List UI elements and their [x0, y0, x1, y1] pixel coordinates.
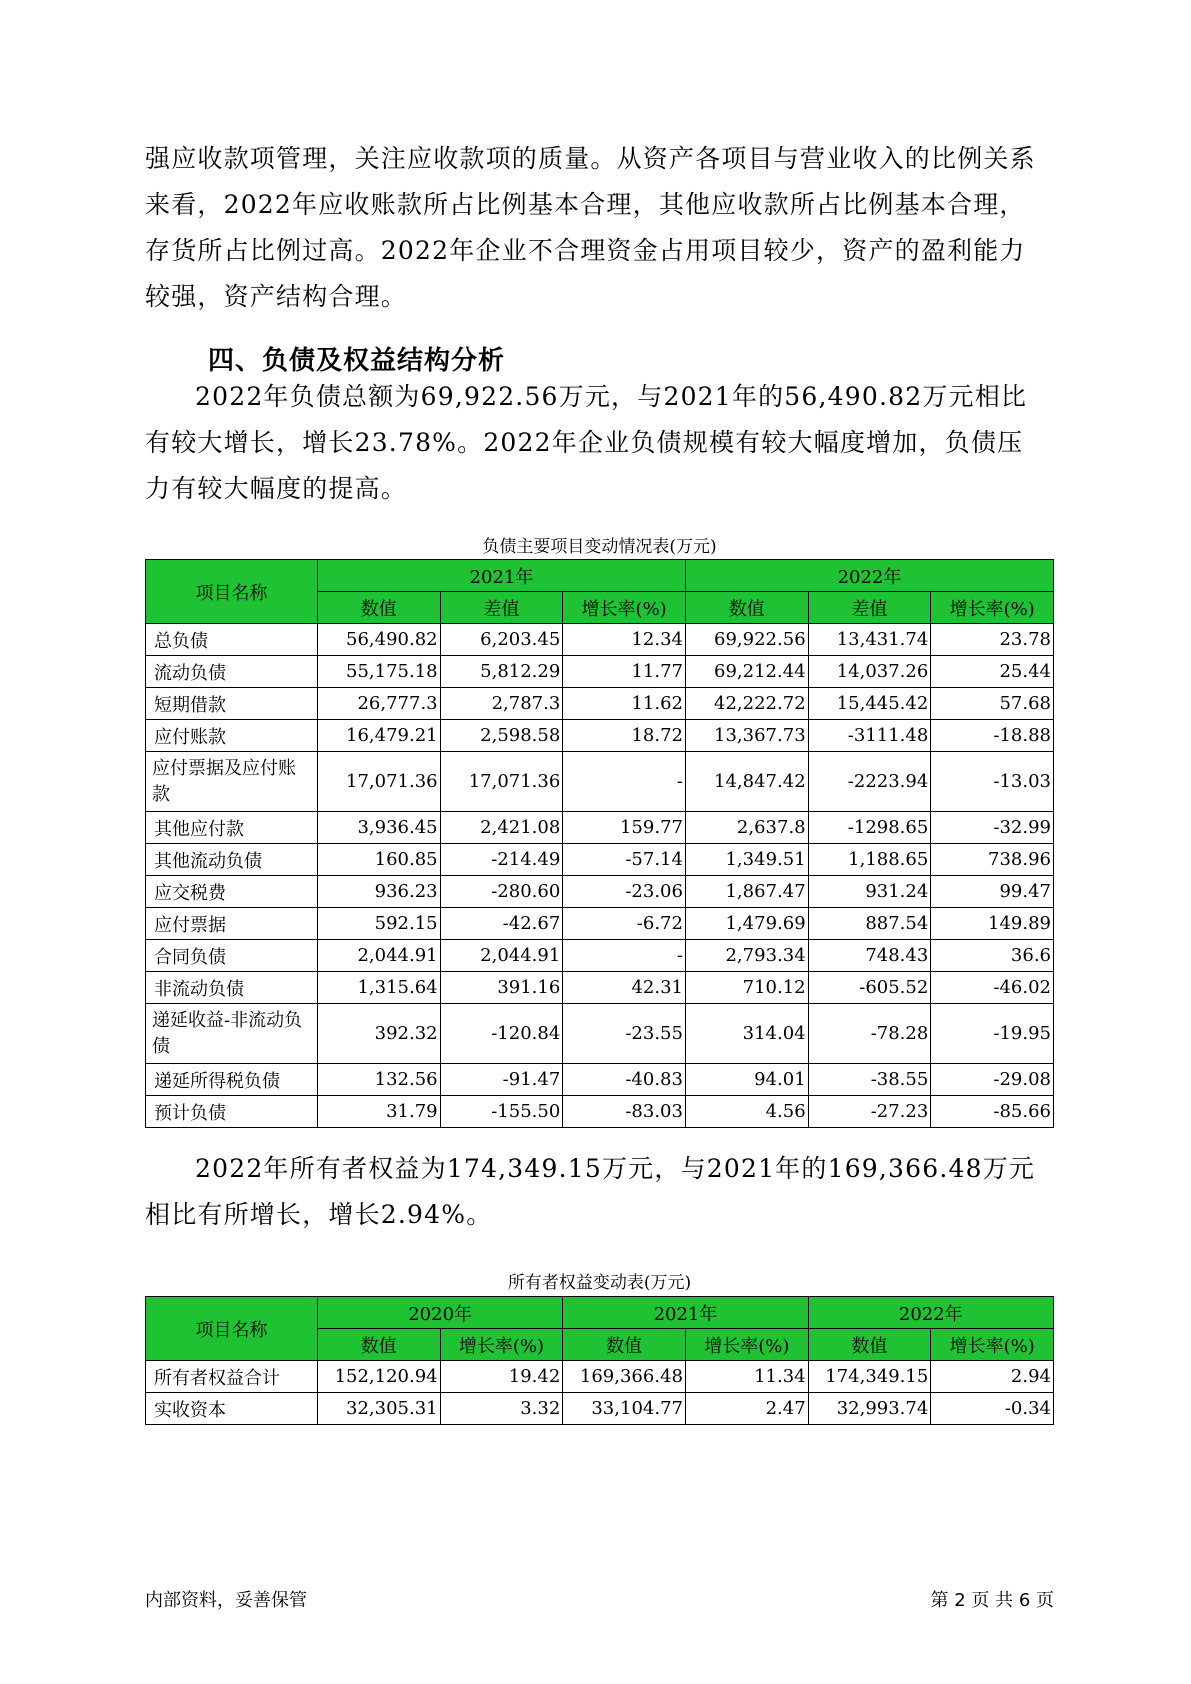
value-cell: 33,104.77 — [563, 1393, 686, 1425]
value-cell: 32,993.74 — [808, 1393, 931, 1425]
value-cell: 14,847.42 — [685, 752, 808, 812]
value-cell: -29.08 — [931, 1064, 1054, 1096]
value-cell: -0.34 — [931, 1393, 1054, 1425]
value-cell: -91.47 — [440, 1064, 563, 1096]
value-cell: - — [563, 940, 686, 972]
liability-table — [145, 559, 1054, 1128]
col-header-sub: 数值 — [808, 1329, 931, 1361]
value-cell: 2,044.91 — [440, 940, 563, 972]
value-cell: 42,222.72 — [685, 688, 808, 720]
value-cell: -1298.65 — [808, 812, 931, 844]
row-name-cell: 应交税费 — [146, 876, 318, 908]
value-cell: 14,037.26 — [808, 656, 931, 688]
value-cell: 55,175.18 — [317, 656, 440, 688]
value-cell: 19.42 — [440, 1361, 563, 1393]
value-cell: 17,071.36 — [440, 752, 563, 812]
value-cell: 69,212.44 — [685, 656, 808, 688]
table-row — [146, 752, 1054, 812]
value-cell: 11.62 — [563, 688, 686, 720]
value-cell: 18.72 — [563, 720, 686, 752]
value-cell: 26,777.3 — [317, 688, 440, 720]
col-header-sub: 差值 — [808, 592, 931, 624]
col-header-sub: 数值 — [563, 1329, 686, 1361]
col-header-name: 项目名称 — [146, 560, 318, 624]
value-cell: 6,203.45 — [440, 624, 563, 656]
value-cell: 11.77 — [563, 656, 686, 688]
value-cell: 31.79 — [317, 1096, 440, 1128]
col-header-year: 2022年 — [808, 1297, 1053, 1329]
value-cell: 2.47 — [685, 1393, 808, 1425]
value-cell: 592.15 — [317, 908, 440, 940]
table-row — [146, 812, 1054, 844]
value-cell: -23.06 — [563, 876, 686, 908]
table-row — [146, 720, 1054, 752]
row-name-cell: 其他流动负债 — [146, 844, 318, 876]
intro-paragraph: 强应收款项管理，关注应收款项的质量。从资产各项目与营业收入的比例关系来看，2022年应收账款所占比例基本合理，其他应收款所占比例基本合理，存货所占比例过高。2022年企业不合理资金占用项目较少，资产的盈利能力较强，资产结构合理。 — [145, 144, 1036, 311]
col-header-year: 2022年 — [685, 560, 1053, 592]
table-row — [146, 1004, 1054, 1064]
col-header-name: 项目名称 — [146, 1297, 318, 1361]
value-cell: 4.56 — [685, 1096, 808, 1128]
row-name-cell: 递延收益-非流动负债 — [146, 1004, 318, 1064]
value-cell: 25.44 — [931, 656, 1054, 688]
value-cell: -32.99 — [931, 812, 1054, 844]
value-cell: -23.55 — [563, 1004, 686, 1064]
value-cell: 12.34 — [563, 624, 686, 656]
value-cell: 392.32 — [317, 1004, 440, 1064]
footer-page-number: 第 2 页 共 6 页 — [930, 1590, 1054, 1611]
col-header-sub: 数值 — [317, 592, 440, 624]
col-header-year: 2021年 — [563, 1297, 808, 1329]
equity-summary-paragraph: 2022年所有者权益为174,349.15万元，与2021年的169,366.48万元相比有所增长，增长2.94%。 — [145, 1154, 1036, 1229]
value-cell: 57.68 — [931, 688, 1054, 720]
col-header-sub: 数值 — [317, 1329, 440, 1361]
col-header-year: 2021年 — [317, 560, 685, 592]
value-cell: -46.02 — [931, 972, 1054, 1004]
value-cell: 5,812.29 — [440, 656, 563, 688]
value-cell: 1,188.65 — [808, 844, 931, 876]
value-cell: -78.28 — [808, 1004, 931, 1064]
value-cell: - — [563, 752, 686, 812]
col-header-sub: 增长率(%) — [685, 1329, 808, 1361]
value-cell: 887.54 — [808, 908, 931, 940]
value-cell: 15,445.42 — [808, 688, 931, 720]
value-cell: 13,367.73 — [685, 720, 808, 752]
value-cell: 3,936.45 — [317, 812, 440, 844]
value-cell: 1,867.47 — [685, 876, 808, 908]
row-name-cell: 应付票据 — [146, 908, 318, 940]
value-cell: -38.55 — [808, 1064, 931, 1096]
value-cell: -155.50 — [440, 1096, 563, 1128]
value-cell: -13.03 — [931, 752, 1054, 812]
value-cell: 2,421.08 — [440, 812, 563, 844]
value-cell: -19.95 — [931, 1004, 1054, 1064]
col-header-sub: 数值 — [685, 592, 808, 624]
value-cell: 132.56 — [317, 1064, 440, 1096]
col-header-year: 2020年 — [317, 1297, 562, 1329]
liability-summary-paragraph: 2022年负债总额为69,922.56万元，与2021年的56,490.82万元相比有较大增长，增长23.78%。2022年企业负债规模有较大幅度增加，负债压力有较大幅度的提高。 — [145, 382, 1028, 503]
row-name-cell: 流动负债 — [146, 656, 318, 688]
value-cell: 152,120.94 — [317, 1361, 440, 1393]
value-cell: 1,315.64 — [317, 972, 440, 1004]
value-cell: -605.52 — [808, 972, 931, 1004]
row-name-cell: 所有者权益合计 — [146, 1361, 318, 1393]
value-cell: 3.32 — [440, 1393, 563, 1425]
col-header-sub: 增长率(%) — [563, 592, 686, 624]
value-cell: -2223.94 — [808, 752, 931, 812]
value-cell: -214.49 — [440, 844, 563, 876]
value-cell: 738.96 — [931, 844, 1054, 876]
value-cell: 17,071.36 — [317, 752, 440, 812]
row-name-cell: 实收资本 — [146, 1393, 318, 1425]
value-cell: 13,431.74 — [808, 624, 931, 656]
value-cell: -280.60 — [440, 876, 563, 908]
value-cell: 56,490.82 — [317, 624, 440, 656]
value-cell: 2,787.3 — [440, 688, 563, 720]
value-cell: 169,366.48 — [563, 1361, 686, 1393]
value-cell: 174,349.15 — [808, 1361, 931, 1393]
value-cell: 36.6 — [931, 940, 1054, 972]
section-heading: 四、负债及权益结构分析 — [208, 346, 506, 376]
col-header-sub: 增长率(%) — [931, 1329, 1054, 1361]
table-row — [146, 1393, 1054, 1425]
value-cell: -6.72 — [563, 908, 686, 940]
value-cell: 32,305.31 — [317, 1393, 440, 1425]
value-cell: -83.03 — [563, 1096, 686, 1128]
value-cell: 2,044.91 — [317, 940, 440, 972]
row-name-cell: 递延所得税负债 — [146, 1064, 318, 1096]
col-header-sub: 增长率(%) — [440, 1329, 563, 1361]
table-row — [146, 656, 1054, 688]
table-row — [146, 940, 1054, 972]
value-cell: 936.23 — [317, 876, 440, 908]
value-cell: 94.01 — [685, 1064, 808, 1096]
value-cell: -57.14 — [563, 844, 686, 876]
row-name-cell: 短期借款 — [146, 688, 318, 720]
table-row — [146, 1361, 1054, 1393]
liability-table-caption: 负债主要项目变动情况表(万元) — [482, 537, 717, 557]
table-row — [146, 972, 1054, 1004]
col-header-sub: 差值 — [440, 592, 563, 624]
row-name-cell: 总负债 — [146, 624, 318, 656]
value-cell: 23.78 — [931, 624, 1054, 656]
value-cell: 748.43 — [808, 940, 931, 972]
value-cell: 16,479.21 — [317, 720, 440, 752]
value-cell: 2,793.34 — [685, 940, 808, 972]
value-cell: 42.31 — [563, 972, 686, 1004]
row-name-cell: 合同负债 — [146, 940, 318, 972]
value-cell: 160.85 — [317, 844, 440, 876]
col-header-sub: 增长率(%) — [931, 592, 1054, 624]
table-row — [146, 876, 1054, 908]
value-cell: -18.88 — [931, 720, 1054, 752]
equity-table-caption: 所有者权益变动表(万元) — [507, 1273, 692, 1293]
footer-confidential-note: 内部资料，妥善保管 — [145, 1590, 307, 1611]
table-row — [146, 908, 1054, 940]
value-cell: 99.47 — [931, 876, 1054, 908]
value-cell: 159.77 — [563, 812, 686, 844]
value-cell: -120.84 — [440, 1004, 563, 1064]
row-name-cell: 预计负债 — [146, 1096, 318, 1128]
value-cell: 2.94 — [931, 1361, 1054, 1393]
table-row — [146, 1096, 1054, 1128]
table-row — [146, 844, 1054, 876]
value-cell: 2,637.8 — [685, 812, 808, 844]
table-row — [146, 1064, 1054, 1096]
value-cell: 149.89 — [931, 908, 1054, 940]
value-cell: 1,349.51 — [685, 844, 808, 876]
value-cell: 2,598.58 — [440, 720, 563, 752]
table-row — [146, 624, 1054, 656]
value-cell: 314.04 — [685, 1004, 808, 1064]
value-cell: 1,479.69 — [685, 908, 808, 940]
table-row — [146, 688, 1054, 720]
value-cell: -3111.48 — [808, 720, 931, 752]
row-name-cell: 应付账款 — [146, 720, 318, 752]
value-cell: 710.12 — [685, 972, 808, 1004]
equity-table — [145, 1296, 1054, 1425]
value-cell: -85.66 — [931, 1096, 1054, 1128]
row-name-cell: 非流动负债 — [146, 972, 318, 1004]
value-cell: 11.34 — [685, 1361, 808, 1393]
value-cell: -42.67 — [440, 908, 563, 940]
value-cell: 931.24 — [808, 876, 931, 908]
row-name-cell: 应付票据及应付账款 — [146, 752, 318, 812]
value-cell: 391.16 — [440, 972, 563, 1004]
value-cell: -27.23 — [808, 1096, 931, 1128]
row-name-cell: 其他应付款 — [146, 812, 318, 844]
value-cell: 69,922.56 — [685, 624, 808, 656]
value-cell: -40.83 — [563, 1064, 686, 1096]
